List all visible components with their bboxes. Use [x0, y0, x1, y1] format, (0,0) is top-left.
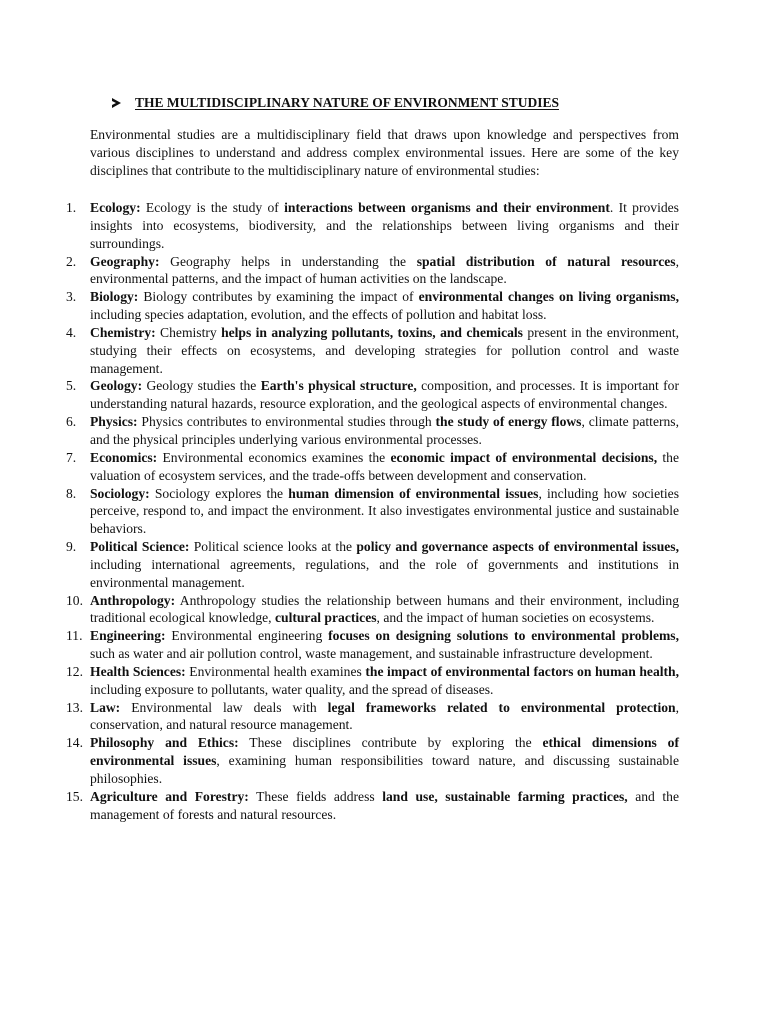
intro-paragraph: Environmental studies are a multidisciplinary field that draws upon knowledge and perspectives from various disciplines to understand and address complex environmental issues. Here are some of the key disciplines that contribute to the multidisciplinary nature of environmental studies: [90, 127, 679, 178]
list-item-number: 11. [66, 628, 83, 644]
list-item-text: These fields address [248, 788, 383, 804]
list-item-text: including international agreements, regulations, and the role of governments and institutions in environmental management. [90, 556, 679, 590]
list-item-number: 6. [66, 414, 77, 430]
list-item-text: Geography helps in understanding the [159, 253, 417, 269]
list-item-bold-text: Political Science: [90, 539, 190, 555]
list-item-bold-text: Anthropology: [90, 592, 176, 608]
list-item-bold-text: environmental changes on living organisms, [418, 289, 679, 305]
list-item-text: . It provides insights into ecosystems, biodiversity, and the relationships between living organisms and their surroundings. [90, 200, 679, 251]
list-item-number: 1. [66, 200, 77, 215]
list-item [66, 788, 680, 824]
list-item-bold-text: Geology: [90, 378, 143, 394]
discipline-list [66, 199, 680, 824]
list-item-text: Environmental economics examines the [157, 449, 391, 465]
list-item-bold-text: interactions between organisms and their environment [284, 200, 610, 215]
list-item-bold-text: Geography: [90, 253, 160, 269]
list-item-bold-text: Economics: [90, 449, 158, 465]
list-item-text: the valuation of ecosystem services, and the trade-offs between development and conservation. [90, 449, 680, 483]
list-item-bold-text: spatial distribution of natural resources [416, 253, 676, 269]
arrow-bullet-icon [112, 98, 121, 108]
list-item-text: , environmental patterns, and the impact of human activities on the landscape. [90, 253, 679, 287]
list-item-bold-text: helps in analyzing pollutants, toxins, and chemicals [221, 324, 523, 340]
list-item-text: such as water and air pollution control, waste management, and sustainable infrastructure development. [90, 646, 653, 662]
list-item [66, 734, 680, 788]
list-item-text: Political science looks at the [189, 539, 357, 555]
section-heading [112, 94, 559, 112]
list-item-text: , examining human responsibilities toward nature, and discussing sustainable philosophies. [90, 753, 679, 786]
list-item-number: 10. [66, 592, 83, 608]
list-item-bold-text: Law: [90, 699, 121, 715]
list-item-text: composition, and processes. It is important for understanding natural hazards, resource exploration, and the geological aspects of environmental changes. [90, 378, 680, 412]
list-item-number: 14. [66, 735, 83, 751]
list-item-bold-text: Physics: [90, 414, 138, 430]
list-item-bold-text: Health Sciences: [90, 663, 186, 679]
list-item-bold-text: cultural practices [274, 610, 377, 626]
list-item [66, 288, 679, 324]
list-item-number: 7. [66, 449, 77, 465]
list-item-bold-text: ethical dimensions of environmental issues [90, 735, 680, 769]
list-item-text: , climate patterns, and the physical principles underlying various environmental processes. [90, 414, 679, 447]
list-item-bold-text: Agriculture and Forestry: [90, 788, 249, 804]
list-item-bold-text: Sociology: [90, 485, 150, 501]
list-item [66, 253, 679, 289]
list-item-bold-text: legal frameworks related to environmental protection [327, 699, 676, 715]
list-item-text: Ecology is the study of [140, 200, 285, 215]
list-item-text: and the management of forests and natural resources. [90, 788, 680, 822]
list-item-text: Environmental health examines [185, 663, 366, 679]
list-item-text: Sociology explores the [149, 485, 289, 501]
list-item-text: present in the environment, studying their effects on ecosystems, and developing strategies for pollution control and waste management. [90, 324, 679, 376]
list-item [66, 699, 679, 735]
list-item-number: 4. [66, 324, 77, 340]
list-item [66, 324, 679, 378]
list-item [66, 449, 680, 485]
list-item-bold-text: Engineering: [90, 628, 166, 644]
list-item [66, 538, 679, 592]
list-item-text: Anthropology studies the relationship between humans and their environment, including traditional ecological knowledge, [90, 592, 679, 626]
list-item-text: Physics contributes to environmental studies through [137, 414, 436, 430]
list-item-bold-text: human dimension of environmental issues [288, 485, 539, 501]
list-item [66, 413, 679, 449]
list-item-text: Chemistry [155, 324, 222, 340]
list-item-text: Biology contributes by examining the impact of [138, 289, 419, 305]
list-item [66, 377, 680, 413]
list-item-text: including species adaptation, evolution, and the effects of pollution and habitat loss. [90, 307, 547, 323]
list-item-bold-text: the impact of environmental factors on human health, [365, 663, 680, 679]
list-item-text: Geology studies the [142, 378, 261, 394]
list-item-number: 12. [66, 663, 83, 679]
heading-title: THE MULTIDISCIPLINARY NATURE OF ENVIRONMENT STUDIES [135, 95, 559, 110]
list-item [66, 592, 679, 628]
list-item-bold-text: Ecology: [90, 200, 141, 215]
list-item-text: , including how societies perceive, respond to, and impact the environment. It also investigates environmental justice and sustainable behaviors. [90, 485, 679, 537]
list-item [66, 485, 679, 539]
list-item-bold-text: policy and governance aspects of environmental issues, [356, 539, 679, 555]
list-item [66, 627, 679, 663]
list-item-bold-text: economic impact of environmental decisions, [390, 449, 658, 465]
list-item-text: including exposure to pollutants, water quality, and the spread of diseases. [90, 681, 494, 697]
list-item-text: These disciplines contribute by exploring the [238, 735, 543, 751]
list-item-bold-text: Chemistry: [90, 324, 156, 340]
list-item-bold-text: land use, sustainable farming practices, [382, 788, 628, 804]
list-item [66, 663, 680, 699]
list-item-text: , conservation, and natural resource management. [90, 699, 679, 733]
list-item-text: , and the impact of human societies on ecosystems. [376, 610, 655, 626]
list-item-number: 3. [66, 289, 77, 305]
list-item-bold-text: Philosophy and Ethics: [90, 735, 239, 751]
list-item [66, 199, 679, 253]
list-item-text: Environmental law deals with [120, 699, 328, 715]
list-item-bold-text: the study of energy flows [435, 414, 582, 430]
list-item-number: 5. [66, 378, 77, 394]
list-item-number: 9. [66, 539, 77, 555]
list-item-number: 2. [66, 253, 77, 269]
list-item-bold-text: focuses on designing solutions to environmental problems, [328, 628, 679, 644]
list-item-number: 13. [66, 699, 83, 715]
list-item-number: 15. [66, 788, 83, 804]
list-item-bold-text: Biology: [90, 289, 139, 305]
list-item-text: Environmental engineering [165, 628, 329, 644]
list-item-number: 8. [66, 485, 77, 501]
list-item-bold-text: Earth's physical structure, [260, 378, 417, 394]
